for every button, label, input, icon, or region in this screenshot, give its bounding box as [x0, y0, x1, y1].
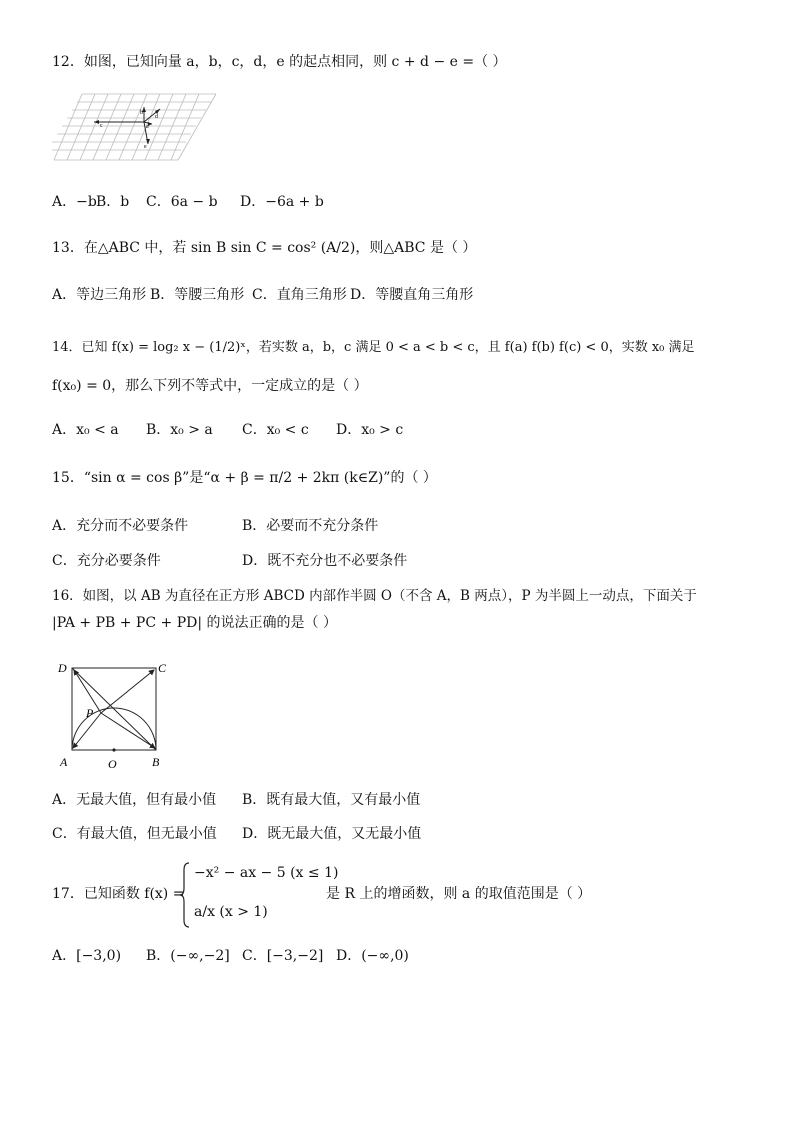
- question-15-stem: 15．“sin α = cos β”是“α + β = π/2 + 2kπ (k∈Z)”的（ ）: [52, 470, 437, 486]
- q12-option-c[interactable]: C．6a − b: [146, 194, 218, 210]
- q13-option-c[interactable]: C．直角三角形: [252, 287, 347, 303]
- q15-option-d[interactable]: D．既不充分也不必要条件: [242, 553, 408, 569]
- square-semicircle-figure: [52, 656, 172, 774]
- q12-option-b[interactable]: B．b: [96, 194, 130, 210]
- question-17-stem-prefix: 17．已知函数 f(x) =: [52, 886, 185, 902]
- q14-option-d[interactable]: D．x₀ > c: [336, 422, 404, 438]
- question-16-stem-line1: 16．如图，以 AB 为直径在正方形 ABCD 内部作半圆 O（不含 A，B 两点），P 为半圆上一动点，下面关于: [52, 588, 697, 604]
- fig16-label-c: C: [158, 661, 167, 675]
- q14-option-b[interactable]: B．x₀ > a: [146, 422, 213, 438]
- vector-grid-figure: [52, 92, 220, 164]
- question-12-stem: 12．如图，已知向量 a，b，c，d，e 的起点相同，则 c + d − e =（ ）: [52, 54, 507, 70]
- fig16-label-o: O: [108, 757, 117, 771]
- q15-option-b[interactable]: B．必要而不充分条件: [242, 518, 379, 534]
- piecewise-brace-icon: [180, 862, 190, 928]
- q17-piece-1: −x² − ax − 5 (x ≤ 1): [194, 865, 339, 881]
- fig16-label-p: P: [86, 706, 94, 720]
- fig12-label-b: b: [140, 110, 143, 116]
- q17-piece-2: a/x (x > 1): [194, 904, 268, 920]
- q16-option-b[interactable]: B．既有最大值，又有最小值: [242, 792, 421, 808]
- fig16-label-d: D: [58, 661, 67, 675]
- q13-option-b[interactable]: B．等腰三角形: [150, 287, 245, 303]
- q16-option-c[interactable]: C．有最大值，但无最小值: [52, 826, 217, 842]
- q14-option-a[interactable]: A．x₀ < a: [52, 422, 119, 438]
- question-14-stem-line1: 14．已知 f(x) = log₂ x − (1/2)ˣ，若实数 a，b，c 满足 0 < a < b < c，且 f(a) f(b) f(c) < 0，实数 x₀ 满足: [52, 340, 695, 355]
- q16-option-d[interactable]: D．既无最大值，又无最小值: [242, 826, 422, 842]
- fig12-label-e: e: [144, 144, 147, 150]
- q13-option-a[interactable]: A．等边三角形: [52, 287, 147, 303]
- question-13-stem: 13．在△ABC 中，若 sin B sin C = cos² (A/2)，则△ABC 是（ ）: [52, 240, 477, 256]
- fig12-label-a: a: [146, 124, 149, 130]
- q12-option-a[interactable]: A．−b: [52, 194, 97, 210]
- fig16-label-a: A: [60, 755, 68, 769]
- question-16-stem-line2: |PA + PB + PC + PD| 的说法正确的是（ ）: [52, 615, 337, 631]
- q12-option-d[interactable]: D．−6a + b: [240, 194, 324, 210]
- q17-option-b[interactable]: B．(−∞,−2]: [146, 948, 230, 964]
- question-14-stem-line2: f(x₀) = 0，那么下列不等式中，一定成立的是（ ）: [52, 378, 368, 394]
- q17-option-d[interactable]: D．(−∞,0): [336, 948, 409, 964]
- q14-option-c[interactable]: C．x₀ < c: [242, 422, 309, 438]
- q15-option-c[interactable]: C．充分必要条件: [52, 553, 161, 569]
- fig12-label-d: d: [155, 114, 158, 120]
- question-17-stem-suffix: 是 R 上的增函数，则 a 的取值范围是（ ）: [326, 886, 592, 902]
- fig12-label-c: c: [100, 123, 103, 129]
- q15-option-a[interactable]: A．充分而不必要条件: [52, 518, 189, 534]
- q16-option-a[interactable]: A．无最大值，但有最小值: [52, 792, 217, 808]
- q17-option-a[interactable]: A．[−3,0): [52, 948, 122, 964]
- q17-option-c[interactable]: C．[−3,−2]: [242, 948, 324, 964]
- q13-option-d[interactable]: D．等腰直角三角形: [350, 287, 474, 303]
- fig16-label-b: B: [152, 755, 160, 769]
